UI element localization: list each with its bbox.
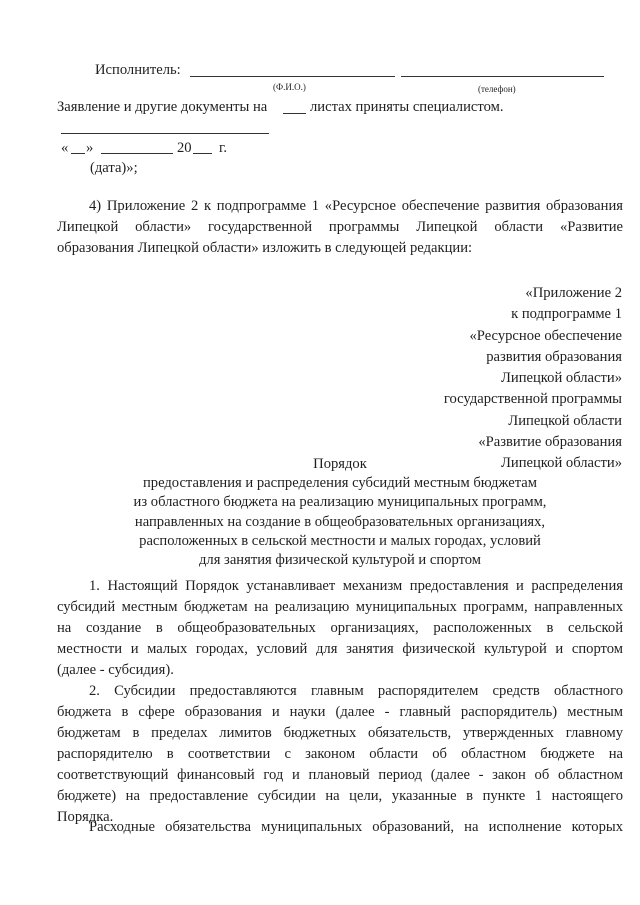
fio-underline — [190, 76, 395, 77]
title-line: расположенных в сельской местности и малых городах, условий — [139, 532, 541, 549]
text-line: субсидий местным бюджетам на реализацию муниципальных программ, направленных — [57, 599, 623, 615]
title-line: из областного бюджета на реализацию муниципальных программ, — [133, 494, 547, 511]
title-line: направленных на создание в общеобразовательных организациях, — [134, 513, 546, 530]
date-quote-close: » — [86, 140, 94, 156]
phone-underline — [401, 76, 604, 77]
fio-caption: (Ф.И.О.) — [273, 82, 306, 92]
paragraph-3 — [57, 817, 623, 838]
month-underline — [101, 153, 173, 154]
executor-label: Исполнитель: — [95, 62, 181, 78]
text-line: распорядителю в соответствии с законом области об областном бюджете на — [57, 746, 623, 762]
paragraph-2 — [57, 681, 623, 828]
document-title — [60, 455, 620, 570]
docs-line-part1: Заявление и другие документы на — [57, 99, 268, 115]
heading-line: развития образования — [486, 348, 622, 365]
title-line: Порядок — [313, 456, 367, 472]
heading-line: «Приложение 2 — [525, 285, 622, 301]
date-quote-open: « — [61, 140, 69, 156]
heading-line: Липецкой области — [508, 412, 622, 429]
heading-line: Липецкой области» — [501, 455, 622, 472]
date-year-prefix: 20 — [177, 140, 192, 156]
docs-line-part2: листах приняты специалистом. — [310, 99, 504, 115]
text-line: 2. Субсидии предоставляются главным распорядителем средств областного — [89, 683, 623, 699]
amendment-paragraph — [57, 196, 623, 259]
text-line: соответствующий финансовый год и плановый период (далее - закон об областном — [57, 767, 623, 783]
text-line: (далее - субсидия). — [57, 662, 174, 678]
heading-line: государственной программы — [443, 391, 622, 408]
year-underline — [193, 153, 212, 154]
heading-line: Липецкой области» — [501, 370, 622, 387]
heading-line: к подпрограмме 1 — [511, 306, 622, 323]
text-line: 1. Настоящий Порядок устанавливает механизм предоставления и распределения — [89, 578, 623, 594]
date-caption: (дата)»; — [90, 160, 138, 176]
heading-line: «Развитие образования — [478, 434, 622, 451]
appendix-heading — [362, 283, 622, 475]
day-underline — [71, 153, 85, 154]
text-line: 4) Приложение 2 к подпрограмме 1 «Ресурсное обеспечение развития образования — [89, 198, 623, 214]
date-year-suffix: г. — [219, 140, 227, 156]
pages-count-underline — [283, 113, 306, 114]
paragraph-1 — [57, 576, 623, 681]
heading-line: «Ресурсное обеспечение — [469, 327, 622, 344]
phone-caption: (телефон) — [478, 84, 516, 94]
text-line: местности и малых городах, условий для занятия физической культурой и спортом — [57, 641, 623, 657]
text-line: бюджета в сфере образования и науки (далее - главный распорядитель) местным — [57, 704, 623, 720]
text-line: Расходные обязательства муниципальных образований, на исполнение которых — [89, 819, 623, 835]
title-line: для занятия физической культурой и спортом — [198, 551, 482, 568]
specialist-underline — [61, 133, 269, 134]
text-line: Липецкой области» государственной программы Липецкой области «Развитие — [57, 219, 623, 235]
text-line: бюджетам в пределах лимитов бюджетных обязательств, утвержденных главному — [57, 725, 623, 741]
title-line: предоставления и распределения субсидий местным бюджетам — [142, 475, 538, 492]
text-line: Порядка. — [57, 809, 114, 825]
text-line: бюджете) на предоставление субсидии на цели, указанные в пункте 1 настоящего — [57, 788, 623, 804]
text-line: на создание в общеобразовательных организациях, расположенных в сельской — [57, 620, 623, 636]
text-line: образования Липецкой области» изложить в следующей редакции: — [57, 240, 473, 256]
